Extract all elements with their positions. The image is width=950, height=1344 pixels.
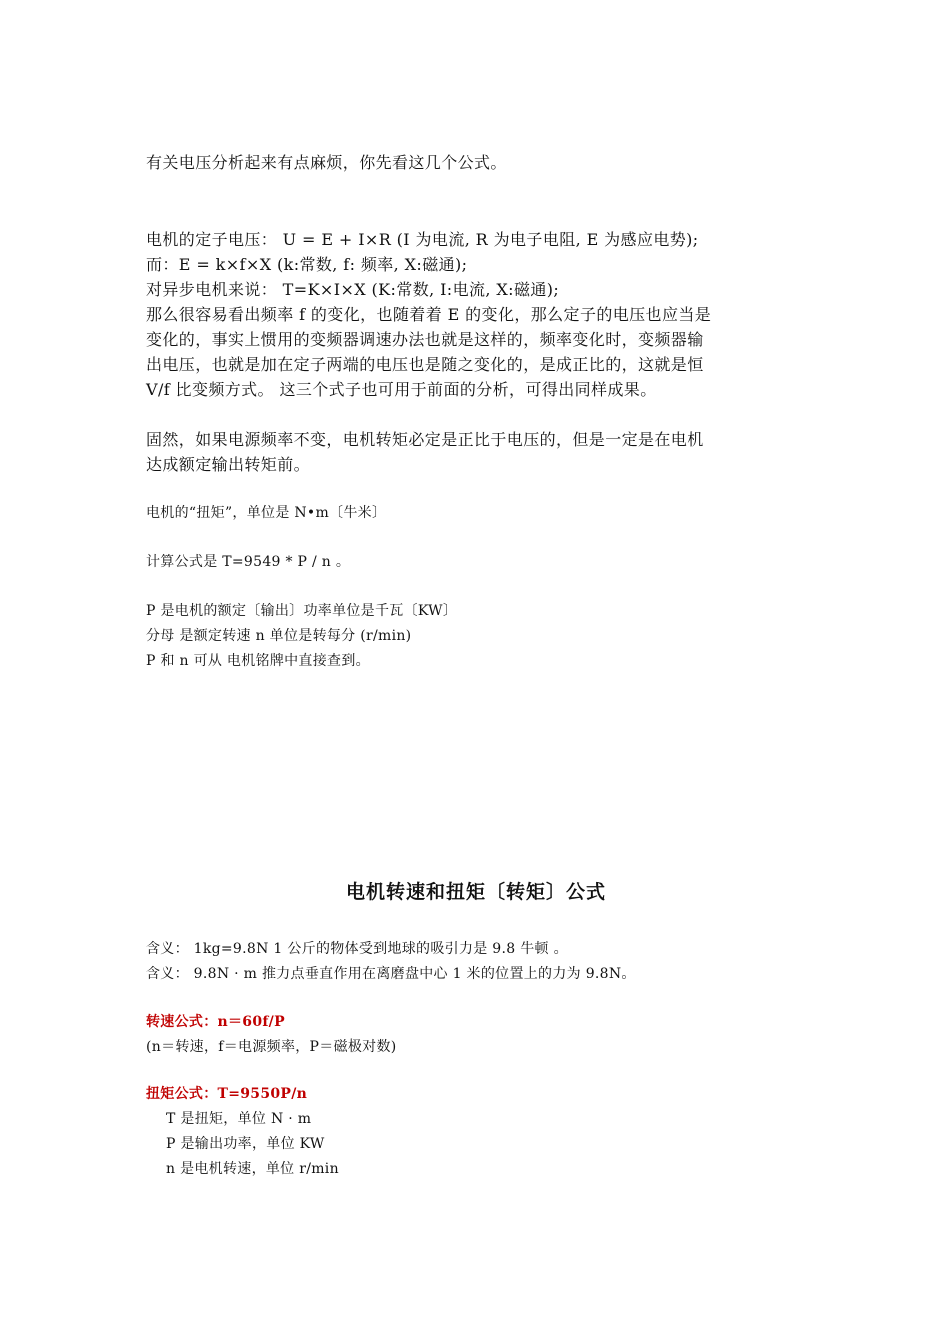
explanation-line: 那么很容易看出频率 f 的变化，也随着着 E 的变化，那么定子的电压也应当是 [146,305,712,324]
torque-unit-text: 电机的“扭矩”，单位是 N•m〔牛米〕 [146,505,387,521]
explanation-line: V/f 比变频方式。 这三个式子也可用于前面的分析，可得出同样成果。 [146,380,657,399]
explanation-line: 出电压，也就是加在定子两端的电压也是随之变化的，是成正比的，这就是恒 [146,355,704,374]
meaning-line: 含义： 1kg=9.8N 1 公斤的物体受到地球的吸引力是 9.8 牛顿 。 [146,941,568,957]
async-torque-formula: 对异步电机来说： T=K×I×X (K:常数, I:电流, X:磁通); [146,280,560,299]
meaning-line: 含义： 9.8N · m 推力点垂直作用在离磨盘中心 1 米的位置上的力为 9.8N。 [146,966,636,982]
torque-voltage-para: 达成额定输出转矩前。 [146,455,311,474]
torque-def-p: P 是输出功率，单位 KW [166,1136,325,1152]
torque-def-t: T 是扭矩，单位 N · m [166,1111,312,1127]
stator-voltage-formula: 电机的定子电压： U = E + I×R (I 为电流, R 为电子电阻, E 为感应电势); [146,230,699,249]
torque-formula-heading: 扭矩公式：T=9550P/n [146,1086,308,1102]
definition-n: 分母 是额定转速 n 单位是转每分 (r/min) [146,628,412,644]
intro-text: 有关电压分析起来有点麻烦，你先看这几个公式。 [146,153,507,172]
definition-nameplate: P 和 n 可从 电机铭牌中直接查到。 [146,653,370,669]
definition-p: P 是电机的额定〔输出〕功率单位是千瓦〔KW〕 [146,603,458,619]
calc-formula-text: 计算公式是 T=9549 * P / n 。 [146,554,351,570]
emf-formula: 而：E = k×f×X (k:常数, f: 频率, X:磁通); [146,255,468,274]
speed-formula-heading: 转速公式：n＝60f/P [146,1014,285,1030]
torque-def-n: n 是电机转速，单位 r/min [166,1161,339,1177]
explanation-line: 变化的，事实上惯用的变频器调速办法也就是这样的，频率变化时，变频器输 [146,330,704,349]
section-title: 电机转速和扭矩〔转矩〕公式 [345,881,606,903]
speed-formula-legend: (n＝转速，f＝电源频率，P＝磁极对数) [146,1039,397,1055]
torque-voltage-para: 固然，如果电源频率不变，电机转矩必定是正比于电压的，但是一定是在电机 [146,430,704,449]
